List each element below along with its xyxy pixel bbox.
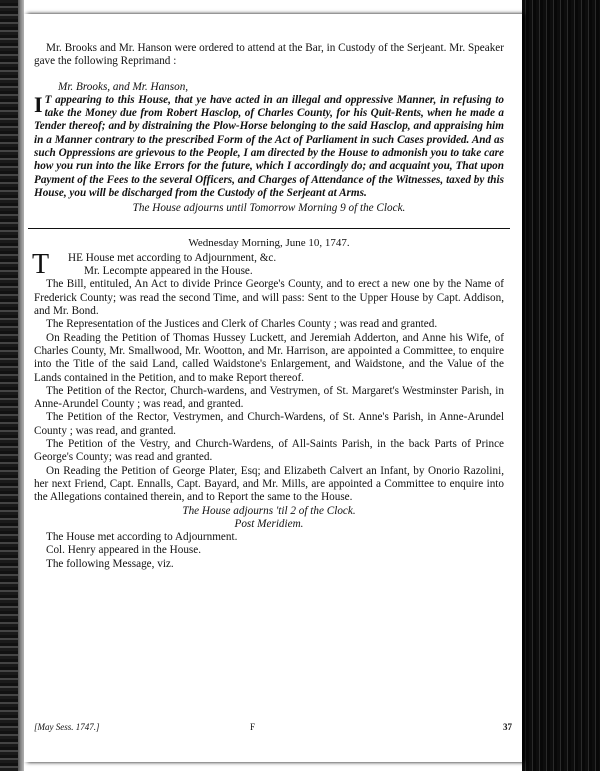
session-paragraph: The Bill, entituled, An Act to divide Prince George's County, and to erect a new one by the Name of Frederick County; was read the second Time, and will pass: Sent to the Upper House by Capt. Addison, and Mr. Bond. bbox=[34, 278, 504, 318]
reprimand-body: T appearing to this House, that ye have acted in an illegal and oppressive Manner, in refusing to take the Money due from Robert Hasclop, of Charles County, for his Quit-Rents, when he made a Tender thereof; and by distraining the Plow-Horse belonging to the said Hasclop, and appraising him in a Manner contrary to the prescribed Form of the Act of Parliament in such Cases provided. And as such Oppressions are grievous to the People, I am directed by the House to admonish you to take care how you run into the like Errors for the future, which I accordingly do; and acquaint you, That upon Payment of the Fees to the several Officers, and Charges of Attendance of the Witnesses, taxed by this House, you will be discharged from the Custody of the Serjeant at Arms. bbox=[34, 93, 504, 199]
page-footer bbox=[24, 722, 522, 736]
lecompte-line: Mr. Lecompte appeared in the House. bbox=[84, 265, 253, 278]
bar-order: Mr. Brooks and Mr. Hanson were ordered to attend at the Bar, in Custody of the Serjeant. Mr. Speaker gave the following Reprimand : bbox=[34, 42, 504, 68]
footer-session: [May Sess. 1747.] bbox=[34, 722, 100, 732]
opening-line bbox=[32, 248, 504, 280]
session-paragraphs bbox=[34, 278, 504, 504]
opening-text: HE House met according to Adjournment, &c. bbox=[68, 251, 277, 264]
post-meridiem: Post Meridiem. bbox=[234, 517, 304, 530]
section-divider bbox=[28, 228, 510, 229]
document-page bbox=[24, 14, 522, 762]
reprimand-addressee: Mr. Brooks, and Mr. Hanson, bbox=[58, 80, 189, 93]
drop-cap: T bbox=[32, 248, 50, 280]
page-number: 37 bbox=[503, 722, 512, 732]
footer-signature: F bbox=[250, 722, 256, 732]
adjourn-line: The House adjourns until Tomorrow Morning 9 of the Clock. bbox=[132, 202, 406, 215]
reprimand-section bbox=[34, 91, 504, 200]
session-paragraph: The Petition of the Rector, Church-wardens, and Vestrymen, of St. Margaret's Westminster Parish, in Anne-Arundel County ; was read, and granted. bbox=[34, 384, 504, 411]
book-spine bbox=[0, 0, 18, 771]
session-heading: Wednesday Morning, June 10, 1747. bbox=[188, 236, 350, 249]
page-edges bbox=[522, 0, 600, 771]
adjourn-afternoon: The House adjourns 'til 2 of the Clock. bbox=[182, 504, 356, 517]
afternoon-line: The House met according to Adjournment. bbox=[46, 531, 238, 544]
afternoon-line: The following Message, viz. bbox=[46, 557, 174, 570]
afternoon-line: Col. Henry appeared in the House. bbox=[46, 544, 202, 557]
session-paragraph: On Reading the Petition of George Plater, Esq; and Elizabeth Calvert an Infant, by Onorio Razolini, her next Friend, Capt. Ennalls, Capt. Bayard, and Mr. Mills, are appointed a Committee to enquire into the Allegations contained therein, and to Report the same to the House. bbox=[34, 464, 504, 504]
session-paragraph: The Petition of the Rector, Vestrymen, and Church-Wardens, of St. Anne's Parish, in Anne-Arundel County ; was read, and granted. bbox=[34, 411, 504, 437]
reprimand-text bbox=[34, 91, 504, 200]
session-paragraph: The Representation of the Justices and Clerk of Charles County ; was read and granted. bbox=[46, 318, 438, 331]
reprimand-initial: I bbox=[34, 91, 43, 117]
session-paragraph: The Petition of the Vestry, and Church-Wardens, of All-Saints Parish, in the back Parts of Prince George's County; was read and granted. bbox=[34, 438, 504, 464]
session-paragraph: On Reading the Petition of Thomas Hussey Luckett, and Jeremiah Adderton, and Anne his Wife, of Charles County, Mr. Smallwood, Mr. Wootton, and Mr. Harrison, are appointed a Committee, to enquire into the Title of the said Land, called Waidstone's Enlargement, and Waidstone, and the Value of the Lands contained in the Petition, and to make Report thereof. bbox=[34, 331, 504, 384]
page-text bbox=[34, 42, 504, 571]
